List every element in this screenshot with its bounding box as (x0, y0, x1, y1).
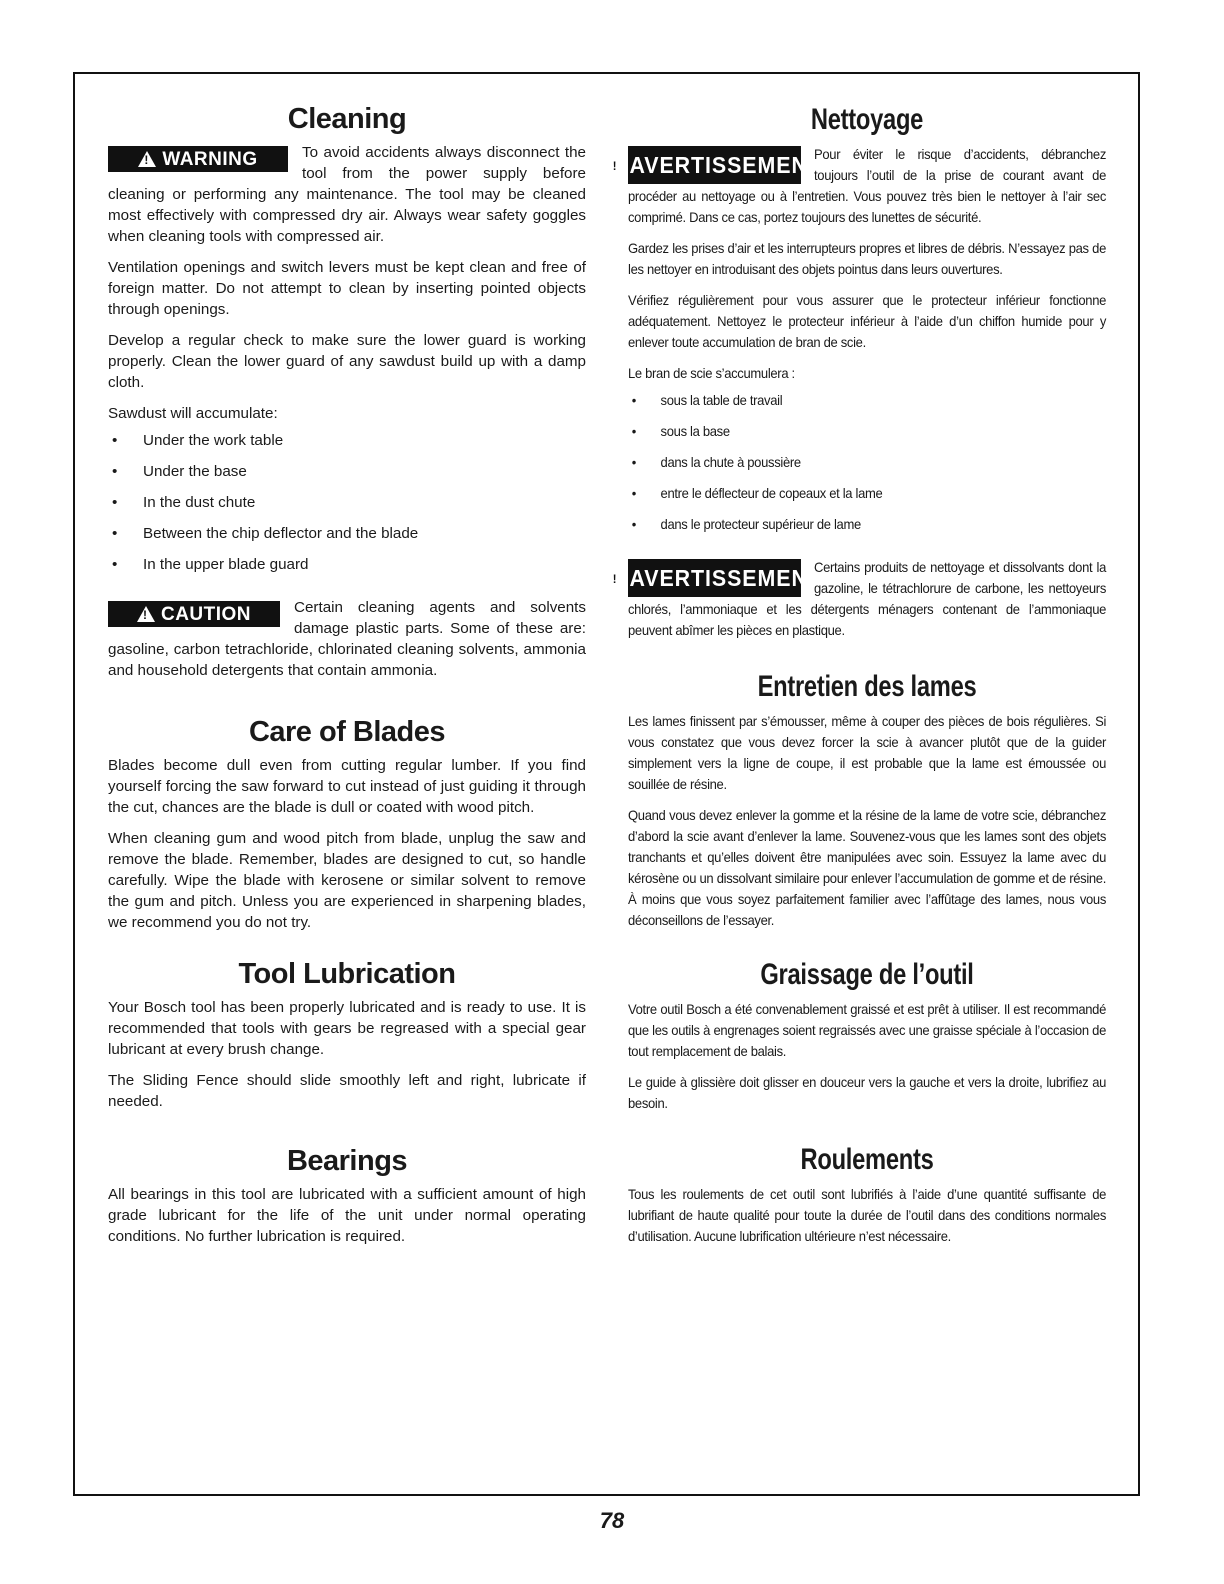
cleaning-paragraph-2: Develop a regular check to make sure the lower guard is working properly. Clean the lower guard of any sawdust build up with a damp cloth. (108, 332, 586, 391)
nettoyage-paragraph-1: Gardez les prises d’air et les interrupteurs propres et libres de débris. N’essayez pas de les nettoyer en introduisant des objets pointus dans leurs ouvertures. (628, 240, 1107, 277)
nettoyage-heading: Nettoyage (810, 103, 924, 136)
list-item: • entre le déflecteur de copeaux et la lame (628, 483, 1106, 504)
avertissement-label: AVERTISSEMENT (629, 564, 822, 591)
avertissement-solvants-paragraph (628, 557, 1106, 641)
bearings-heading: Bearings (286, 1145, 408, 1177)
warning-triangle-icon (607, 570, 624, 586)
cleaning-paragraph-1: Ventilation openings and switch levers must be kept clean and free of foreign matter. Do not attempt to clean by inserting pointed objects through openings. (108, 259, 586, 318)
warning-text: To avoid accidents always disconnect the tool from the power supply before cleaning or performing any maintenance. The tool may be cleaned most effectively with compressed dry air. Always wear safety goggles when cleaning tools with compressed air. (108, 144, 586, 245)
caution-label: CAUTION (160, 603, 252, 625)
blades-paragraph-2: When cleaning gum and wood pitch from blade, unplug the saw and remove the blade. Remember, blades are designed to cut, so handle carefully. Wipe the blade with kerosene or similar solvent to remove the gum and pitch. Unless you are experienced in sharpening blades, we recommend you do not try. (108, 830, 586, 931)
caution-text: Certain cleaning agents and solvents damage plastic parts. Some of these are: gasoline, carbon tetrachloride, chlorinated cleaning solvents, ammonia and household detergents that contain ammonia. (108, 599, 586, 679)
list-item: • In the dust chute (108, 492, 586, 513)
nettoyage-warning-paragraph (628, 144, 1106, 228)
page-number: 78 (599, 1508, 625, 1533)
graissage-paragraph-2: Le guide à glissière doit glisser en douceur vers la gauche et vers la droite, lubrifiez au besoin. (628, 1074, 1107, 1111)
avertissement-badge (628, 559, 822, 597)
nettoyage-paragraph-2: Vérifiez régulièrement pour vous assurer que le protecteur inférieur fonctionne adéquatement. Nettoyez le protecteur inférieur à l’aide d’un chiffon humide pour y enlever toute accumulation de bran de scie. (628, 292, 1107, 350)
list-item: • Between the chip deflector and the blade (108, 523, 586, 544)
list-item: • sous la table de travail (628, 390, 1106, 411)
list-item: • sous la base (628, 421, 1106, 442)
graissage-paragraph-1: Votre outil Bosch a été convenablement graissé et est prêt à utiliser. Il est recommandé que les outils à engrenages soient regraissés avec une graisse spéciale à l’occasion de tout remplacement de balais. (628, 1001, 1107, 1059)
cleaning-warning-paragraph (108, 142, 586, 247)
list-item: • In the upper blade guard (108, 554, 586, 575)
roulements-paragraph-1: Tous les roulements de cet outil sont lubrifiés à l’aide d’une quantité suffisante de lubrifiant de haute qualité pour toute la durée de l’outil dans des conditions normales d’utilisation. Aucune lubrification ultérieure n’est nécessaire. (628, 1186, 1107, 1244)
caution-paragraph (108, 597, 586, 681)
avertissement-text: Pour éviter le risque d’accidents, débranchez toujours l’outil de la prise de courant avant de procéder au nettoyage ou à l’entretien. Vous pouvez très bien le nettoyer à l’air sec comprimé. Dans ce cas, portez toujours des lunettes de sécurité. (628, 146, 1107, 225)
list-item: • dans la chute à poussière (628, 452, 1106, 473)
bearings-paragraph-1: All bearings in this tool are lubricated with a sufficient amount of high grade lubricant for the life of the unit under normal operating conditions. No further lubrication is required. (108, 1186, 586, 1245)
warning-badge (108, 146, 288, 172)
avertissement-solvants-text: Certains produits de nettoyage et dissolvants dont la gazoline, le tétrachlorure de carbone, les nettoyeurs chlorés, l’ammoniaque et les détergents ménagers contenant de l’ammoniaque peuvent abîmer les pièces en plastique. (628, 559, 1107, 638)
entretien-paragraph-2: Quand vous devez enlever la gomme et la résine de la lame de votre scie, débranchez d’abord la scie avant d’enlever la lame. Souvenez-vous que les lames sont des objets tranchants et qu’elles doivent être manipulées avec soin. Essuyez la lame avec du kérosène ou un dissolvant similaire pour enlever l’accumulation de gomme et de résine. À moins que vous soyez parfaitement familier avec l’affûtage des lames, nous vous déconseillons de l’essayer. (628, 807, 1107, 928)
list-item: • Under the base (108, 461, 586, 482)
entretien-heading: Entretien des lames (757, 670, 977, 703)
cleaning-paragraph-3: Sawdust will accumulate: (108, 405, 278, 422)
sawdust-list (108, 430, 586, 575)
lubrication-heading: Tool Lubrication (238, 958, 456, 990)
list-item: • Under the work table (108, 430, 586, 451)
graissage-heading: Graissage de l’outil (760, 958, 974, 991)
bran-de-scie-list (628, 390, 1106, 535)
english-column (108, 100, 586, 1257)
warning-triangle-icon (138, 151, 156, 167)
lubrication-paragraph-2: The Sliding Fence should slide smoothly left and right, lubricate if needed. (108, 1072, 586, 1110)
french-column (628, 100, 1106, 1257)
caution-badge (108, 601, 280, 627)
warning-triangle-icon (137, 606, 155, 622)
roulements-heading: Roulements (800, 1143, 934, 1176)
lubrication-paragraph-1: Your Bosch tool has been properly lubricated and is ready to use. It is recommended that tools with gears be regreased with a special gear lubricant at every brush change. (108, 999, 586, 1058)
nettoyage-paragraph-3: Le bran de scie s’accumulera : (628, 365, 795, 381)
warning-triangle-icon (607, 157, 624, 173)
blades-paragraph-1: Blades become dull even from cutting regular lumber. If you find yourself forcing the saw forward to cut instead of just guiding it through the cut, chances are the blade is dull or coated with wood pitch. (108, 757, 586, 816)
list-item: • dans le protecteur supérieur de lame (628, 514, 1106, 535)
avertissement-label: AVERTISSEMENT (629, 151, 822, 178)
cleaning-heading: Cleaning (287, 103, 407, 135)
avertissement-badge (628, 146, 822, 184)
warning-label: WARNING (162, 148, 258, 170)
entretien-paragraph-1: Les lames finissent par s’émousser, même à couper des pièces de bois régulières. Si vous constatez que vous devez forcer la scie à avancer plutôt que de la guider simplement vers la ligne de coupe, il est probable que la lame est émoussée ou souillée de résine. (628, 713, 1107, 792)
blades-heading: Care of Blades (248, 716, 446, 748)
